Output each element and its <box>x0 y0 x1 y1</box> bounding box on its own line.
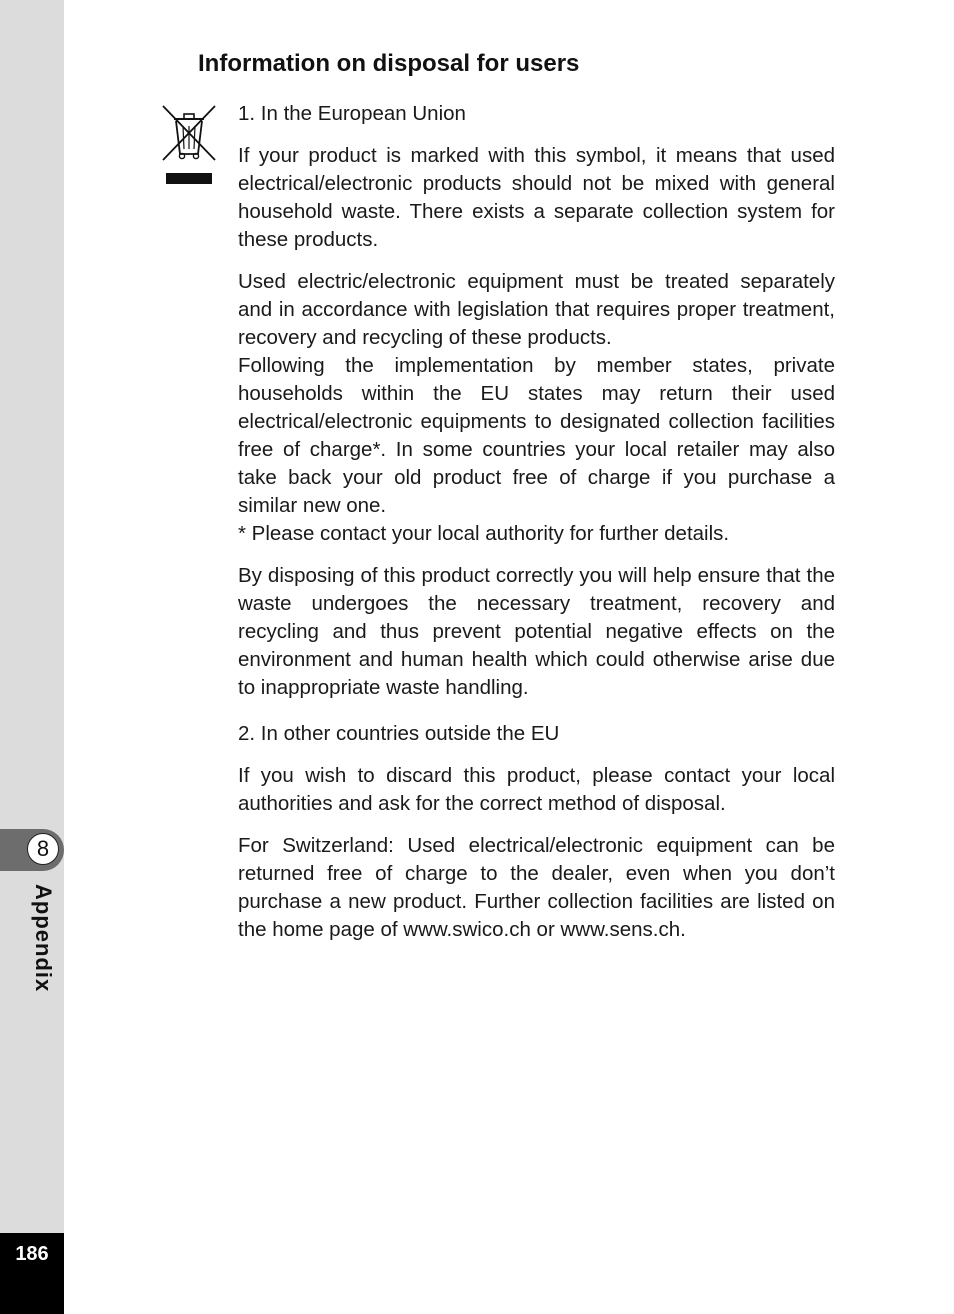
page-title: Information on disposal for users <box>198 50 580 77</box>
page-number: 186 <box>15 1243 49 1265</box>
eu-note: * Please contact your local authority for further details. <box>238 522 730 545</box>
side-strip <box>0 0 64 1314</box>
crossed-out-wheelie-bin-icon <box>160 104 218 186</box>
eu-heading: 1. In the European Union <box>238 102 466 125</box>
eu-paragraph-2: Used electric/electronic equipment must be treated separately and in accordance with legislation that requires proper treatment, recovery and recycling of these products. <box>238 270 835 349</box>
eu-paragraph-4: By disposing of this product correctly you will help ensure that the waste undergoes the necessary treatment, recovery and recycling and thus prevent potential negative effects on the environment and human health which could otherwise arise due to inappropriate waste handling. <box>238 564 835 699</box>
switzerland-paragraph: For Switzerland: Used electrical/electronic equipment can be returned free of charge to the dealer, even when you don’t purchase a new product. Further collection facilities are listed on the home page of www.swico.ch or www.sens.ch. <box>238 834 835 941</box>
other-heading: 2. In other countries outside the EU <box>238 722 560 745</box>
disposal-content <box>238 100 835 944</box>
other-paragraph-1: If you wish to discard this product, please contact your local authorities and ask for the correct method of disposal. <box>238 764 835 815</box>
eu-paragraph-1: If your product is marked with this symbol, it means that used electrical/electronic products should not be mixed with general household waste. There exists a separate collection system for these products. <box>238 144 835 251</box>
chapter-number: 8 <box>27 833 59 865</box>
chapter-label: Appendix <box>31 884 56 993</box>
eu-paragraph-3: Following the implementation by member states, private households within the EU states may return their used electrical/electronic equipments to designated collection facilities free of charge*. In some countries your local retailer may also take back your old product free of charge if you purchase a similar new one. <box>238 354 835 517</box>
